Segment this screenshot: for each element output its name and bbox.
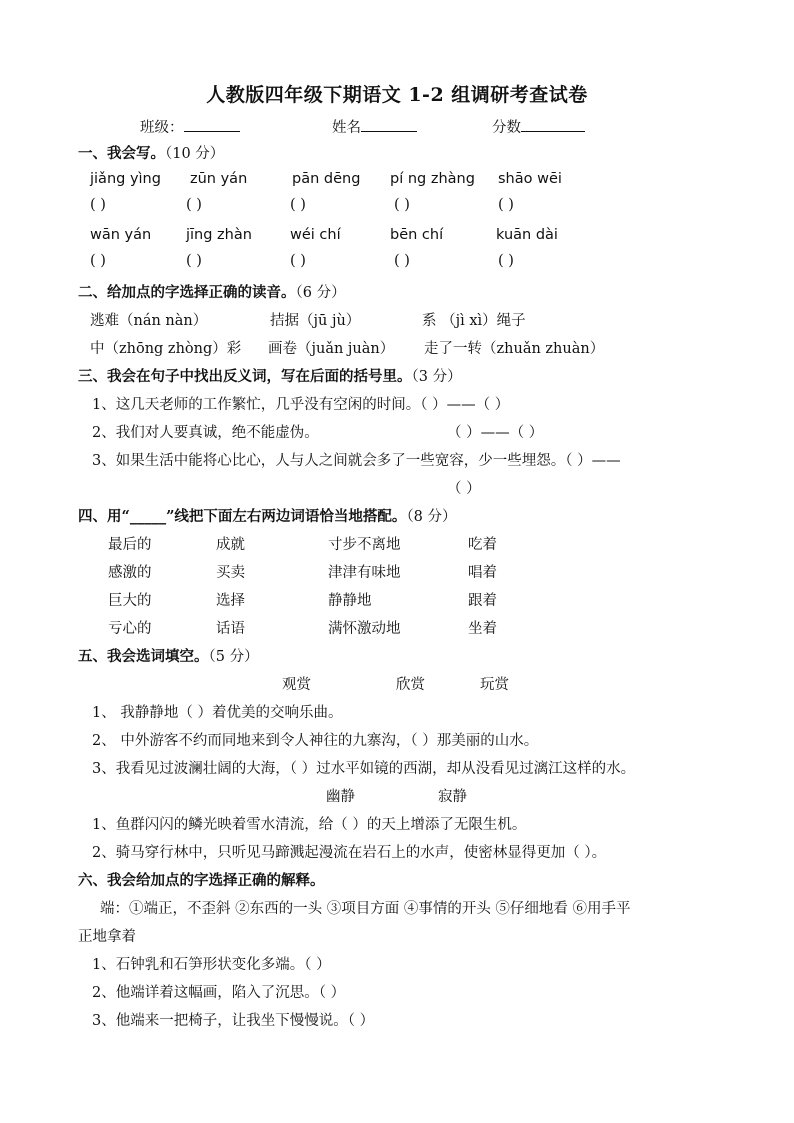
- match-word[interactable]: 选择: [216, 593, 245, 609]
- answer-blank[interactable]: ( ): [90, 253, 106, 269]
- match-word[interactable]: 静静地: [328, 593, 372, 609]
- answer-blank[interactable]: ( ): [498, 253, 514, 269]
- reading-choice[interactable]: 系 （jì xì）绳子: [422, 313, 526, 329]
- score-field: [492, 116, 585, 137]
- section-3-title: 三、我会在句子中找出反义词，写在后面的括号里。: [78, 368, 412, 385]
- meaning-question-1[interactable]: 1、石钟乳和石笋形状变化多端。（ ）: [92, 957, 331, 973]
- match-word[interactable]: 寸步不离地: [328, 537, 401, 553]
- match-word[interactable]: 感激的: [108, 565, 152, 581]
- match-word[interactable]: 吃着: [468, 537, 497, 553]
- pinyin-item: pān dēng: [292, 171, 361, 187]
- pinyin-item: jīng zhàn: [186, 227, 252, 243]
- reading-choice[interactable]: 拮据（jū jù）: [270, 313, 361, 329]
- name-label: 姓名: [332, 120, 361, 136]
- answer-blank[interactable]: ( ): [394, 197, 410, 213]
- section-2-heading: [78, 281, 346, 302]
- meaning-question-3[interactable]: 3、他端来一把椅子，让我坐下慢慢说。（ ）: [92, 1013, 375, 1029]
- answer-blank[interactable]: ( ): [186, 197, 202, 213]
- pinyin-item: zūn yán: [190, 171, 248, 187]
- match-word[interactable]: 唱着: [468, 565, 497, 581]
- page-title: 人教版四年级下期语文 1-2 组调研考查试卷: [206, 84, 588, 106]
- match-word[interactable]: 跟着: [468, 593, 497, 609]
- name-blank[interactable]: [361, 117, 417, 132]
- fill-question-5[interactable]: 2、骑马穿行林中，只听见马蹄溅起漫流在岩石上的水声，使密林显得更加（ ）。: [92, 845, 607, 861]
- match-word[interactable]: 津津有味地: [328, 565, 401, 581]
- name-field: [332, 116, 417, 137]
- section-5-heading: [78, 645, 259, 666]
- match-word[interactable]: 亏心的: [108, 621, 152, 637]
- word-choice: 观赏: [282, 677, 311, 693]
- reading-choice[interactable]: 逃难（nán nàn）: [90, 313, 208, 329]
- pinyin-item: wéi chí: [290, 227, 341, 243]
- antonym-blank-3[interactable]: （ ）: [447, 481, 481, 497]
- match-word[interactable]: 坐着: [468, 621, 497, 637]
- match-word[interactable]: 话语: [216, 621, 245, 637]
- answer-blank[interactable]: ( ): [186, 253, 202, 269]
- section-4-heading: [78, 505, 457, 526]
- answer-blank[interactable]: ( ): [498, 197, 514, 213]
- antonym-question-1[interactable]: 1、这几天老师的工作繁忙，几乎没有空闲的时间。（ ）——（ ）: [92, 397, 510, 413]
- pinyin-item: pí ng zhàng: [390, 171, 475, 187]
- pinyin-item: wān yán: [90, 227, 152, 243]
- word-choice: 幽静: [326, 789, 355, 805]
- antonym-question-3[interactable]: 3、如果生活中能将心比心，人与人之间就会多了一些宽容，少一些埋怨。（ ）——: [92, 453, 621, 469]
- answer-blank[interactable]: ( ): [394, 253, 410, 269]
- word-choice: 玩赏: [480, 677, 509, 693]
- pinyin-item: bēn chí: [390, 227, 444, 243]
- match-word[interactable]: 最后的: [108, 537, 152, 553]
- match-word[interactable]: 巨大的: [108, 593, 152, 609]
- score-blank[interactable]: [521, 117, 585, 132]
- definition-list: 端：①端正，不歪斜 ②东西的一头 ③项目方面 ④事情的开头 ⑤仔细地看 ⑥用手平: [100, 901, 631, 917]
- pinyin-item: kuān dài: [496, 227, 558, 243]
- reading-choice[interactable]: 中（zhōng zhòng）彩: [90, 341, 242, 357]
- match-word[interactable]: 满怀激动地: [328, 621, 401, 637]
- answer-blank[interactable]: ( ): [290, 253, 306, 269]
- reading-choice[interactable]: 画卷（juǎn juàn）: [268, 341, 395, 357]
- section-3-heading: [78, 365, 462, 386]
- section-6-title: 六、我会给加点的字选择正确的解释。: [78, 872, 325, 889]
- word-choice: 寂静: [438, 789, 467, 805]
- class-blank[interactable]: [184, 117, 240, 132]
- answer-blank[interactable]: ( ): [290, 197, 306, 213]
- pinyin-item: jiǎng yìng: [90, 171, 161, 187]
- fill-question-4[interactable]: 1、鱼群闪闪的鳞光映着雪水清流，给（ ）的天上增添了无限生机。: [92, 817, 527, 833]
- score-label: 分数: [492, 120, 521, 136]
- class-label: 班级：: [140, 120, 184, 136]
- match-word[interactable]: 买卖: [216, 565, 245, 581]
- word-choice: 欣赏: [396, 677, 425, 693]
- antonym-question-2: 2、我们对人要真诚，绝不能虚伪。: [92, 425, 319, 441]
- fill-question-3[interactable]: 3、我看见过波澜壮阔的大海，（ ）过水平如镜的西湖，却从没看见过漓江这样的水。: [92, 761, 636, 777]
- antonym-blanks-2[interactable]: （ ）——（ ）: [447, 425, 544, 441]
- section-2-title: 二、给加点的字选择正确的读音。: [78, 284, 296, 301]
- section-4-points: （8 分）: [406, 509, 457, 525]
- reading-choice[interactable]: 走了一转（zhuǎn zhuàn）: [424, 341, 605, 357]
- definition-list-cont: 正地拿着: [78, 929, 136, 945]
- section-3-points: （3 分）: [411, 369, 462, 385]
- answer-blank[interactable]: ( ): [90, 197, 106, 213]
- class-field: [140, 116, 240, 137]
- section-1-title: 一、我会写。: [78, 145, 165, 162]
- meaning-question-2[interactable]: 2、他端详着这幅画，陷入了沉思。（ ）: [92, 985, 346, 1001]
- fill-question-1[interactable]: 1、 我静静地（ ）着优美的交响乐曲。: [92, 705, 343, 721]
- fill-question-2[interactable]: 2、 中外游客不约而同地来到令人神往的九寨沟，（ ）那美丽的山水。: [92, 733, 539, 749]
- section-1-points: （10 分）: [165, 146, 225, 162]
- section-5-title: 五、我会选词填空。: [78, 648, 209, 665]
- pinyin-item: shāo wēi: [498, 171, 562, 187]
- match-word[interactable]: 成就: [216, 537, 245, 553]
- section-2-points: （6 分）: [295, 285, 346, 301]
- section-1-heading: [78, 142, 224, 163]
- section-6-heading: [78, 869, 325, 890]
- section-5-points: （5 分）: [208, 649, 259, 665]
- section-4-title: 四、用“_____”线把下面左右两边词语恰当地搭配。: [78, 508, 407, 525]
